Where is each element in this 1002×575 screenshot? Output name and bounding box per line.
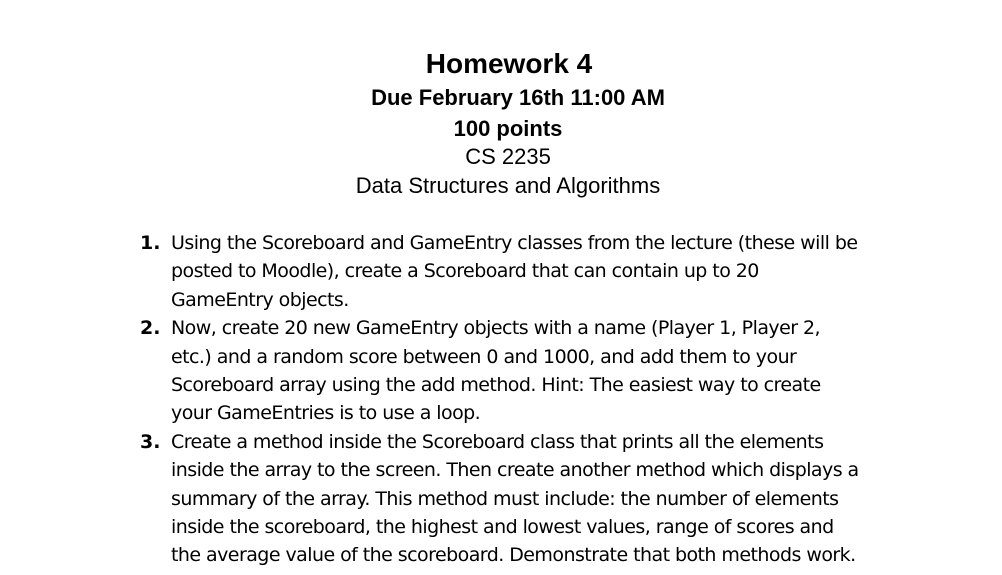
- course-code: CS 2235: [465, 144, 551, 169]
- document-title: Homework 4: [425, 48, 593, 79]
- question-number: 3.: [140, 430, 161, 453]
- question-1: [140, 229, 1000, 314]
- question-text-line: GameEntry objects.: [171, 288, 349, 311]
- question-text-line: etc.) and a random score between 0 and 1000, and add them to your: [171, 345, 797, 368]
- question-number: 2.: [140, 317, 161, 340]
- question-text-line: Using the Scoreboard and GameEntry classes from the lecture (these will be: [171, 232, 858, 254]
- question-text-line: Create a method inside the Scoreboard class that prints all the elements: [171, 430, 824, 453]
- question-text-line: posted to Moodle), create a Scoreboard that can contain up to 20: [171, 260, 759, 283]
- question-text-line: inside the array to the screen. Then create another method which displays a: [171, 459, 859, 482]
- question-text-line: Scoreboard array using the add method. Hint: The easiest way to create: [171, 374, 821, 397]
- question-text-line: summary of the array. This method must include: the number of elements: [171, 487, 839, 510]
- course-name: Data Structures and Algorithms: [355, 173, 661, 198]
- question-text-line: the average value of the scoreboard. Demonstrate that both methods work.: [171, 544, 856, 567]
- due-date: Due February 16th 11:00 AM: [371, 85, 665, 110]
- question-number: 1.: [140, 232, 161, 254]
- question-3: [140, 428, 1000, 570]
- points-value: 100 points: [453, 116, 563, 141]
- question-2: [140, 314, 1000, 428]
- question-text-line: inside the scoreboard, the highest and lowest values, range of scores and: [171, 516, 834, 539]
- question-text-line: Now, create 20 new GameEntry objects with a name (Player 1, Player 2,: [171, 317, 821, 340]
- question-list: [140, 229, 1000, 570]
- question-text-line: your GameEntries is to use a loop.: [171, 402, 481, 425]
